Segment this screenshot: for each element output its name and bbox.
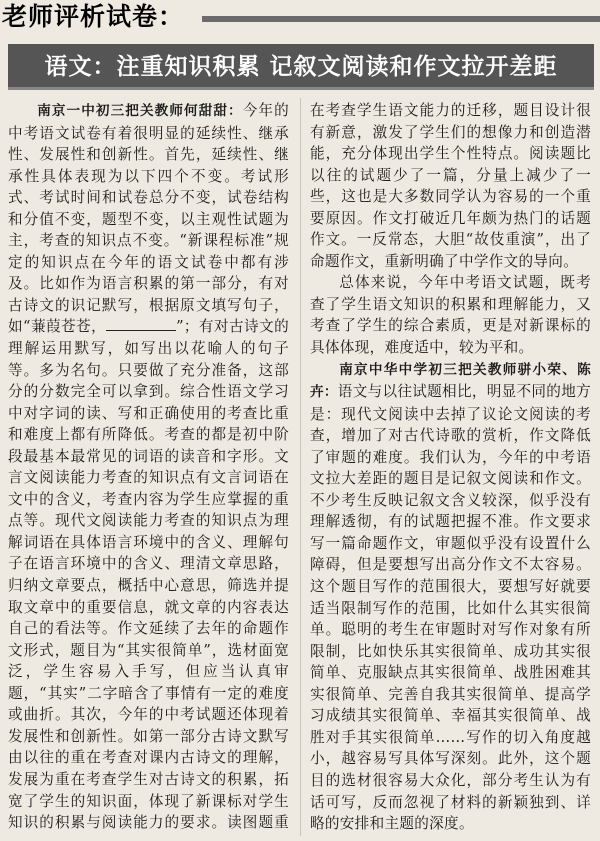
article-headline: 语文：注重知识积累 记叙文阅读和作文拉开差距 bbox=[44, 54, 558, 80]
teacher2-paragraph-1 bbox=[310, 359, 591, 835]
teacher2-text: 语文与以往试题相比，明显不同的地方是：现代文阅读中去掉了议论文阅读的考查，增加了对古代诗歌的赏析，作文降低了审题的难度。我们认为，今年的中考语文拉大差距的题目是记叙文阅读和作文。不少考生反映记叙文含义较深，似乎没有理解透彻，有的试题把握不准。作文要求写一篇命题作文，审题似乎没有设置什么障碍，但是要想写出高分作文不太容易。这个题目写作的范围很大，要想写好就要适当限制写作的范围，比如什么其实很简单。聪明的考生在审题时对写作对象有所限制，比如快乐其实很简单、成功其实很简单、克服缺点其实很简单、战胜困难其实很简单、完善自我其实很简单、提高学习成绩其实很简单、幸福其实很简单、战胜对手其实很简单……写作的切入角度越小，越容易写具体写深刻。此外，这个题目的选材很容易大众化，部分考生认为有话可写，反而忽视了材料的新颖独到、详略的安排和主题的深度。 bbox=[310, 383, 591, 833]
fill-in-blank bbox=[106, 319, 176, 331]
headline-banner bbox=[8, 44, 594, 90]
kicker-rule bbox=[202, 16, 600, 22]
teacher1-text-part-1: 今年的中考语文试卷有着很明显的延续性、继承性、发展性和创新性。首先，延续性、继承性具体表现为以下四个不变。考试形式、考试时间和试卷总分不变，试卷结构和分值不变，题型不变，以主观性试题为主，考查的知识点不变。“新课程标准”规定的知识点在今年的语文试卷中都有涉及。比如作为语言积累的第一部分，有对古诗文的识记默写，根据原文填写句子，如“蒹葭苍苍， bbox=[8, 102, 289, 336]
article-body-column bbox=[8, 100, 591, 836]
teacher2-byline: 南京中华中学初三把关教师骈小荣、陈卉： bbox=[310, 361, 591, 401]
teacher1-paragraph-2: 总体来说，今年中考语文试题，既考查了学生语文知识的积累和理解能力，又考查了学生的综合素质，更是对新课标的具体体现，难度适中，较为平和。 bbox=[310, 274, 591, 357]
teacher1-byline: 南京一中初三把关教师何甜甜： bbox=[37, 103, 243, 119]
section-kicker: 老师评析试卷： bbox=[2, 2, 185, 31]
teacher1-text-part-2: ”；有对古诗文的理解运用默写，如写出以花喻人的句子等。多为名句。只要做了充分准备，这部分的分数完全可以拿到。综合性语文学习中对字词的读、写和正确使用的考查比重和难度上都有所降低。考查的都是初中阶段最基本最常见的词语的读音和字形。文言文阅读能力考查的知识点有文言词语在文中的含义，考查内容为学生应掌握的重点等。现代文阅读能力考查的知识点为理解词语在具体语言环境中的含义、理解句子在语言环境中的含义、理清文章思路，归纳文章要点，概括中心意思，筛选并提取文章中的重要信息，就文章的内容表达自己的看法等。作文延续了去年的命题作文形式，题目为“其实很简单”，选材面宽泛，学生容易入手写，但应当认真审题，“其实”二字暗含了事情有一定的难度或曲折。其次，今年的中考试题还体现着发展性和创新性。如第一部分古诗文默写由以往的重在考查对课内古诗文的理解，发展为重在考查学生对古诗文的积累，拓宽了学生的知识面，体现了新课标对学生知识的积累与阅读能力的要求。读图题重在考查学生语文能力的迁移，题目设计很有新意，激发了学生们的想像力和创造潜能，充分体现出学生个性特点。阅读题比以往的试题少了一篇，分量上减少了一些，这也是大多数同学认为容易的一个重要原因。作文打破近几年颇为热门的话题作文。一反常态，大胆“故伎重演”，出了命题作文，重新明确了中学作文的导向。 bbox=[8, 102, 591, 832]
